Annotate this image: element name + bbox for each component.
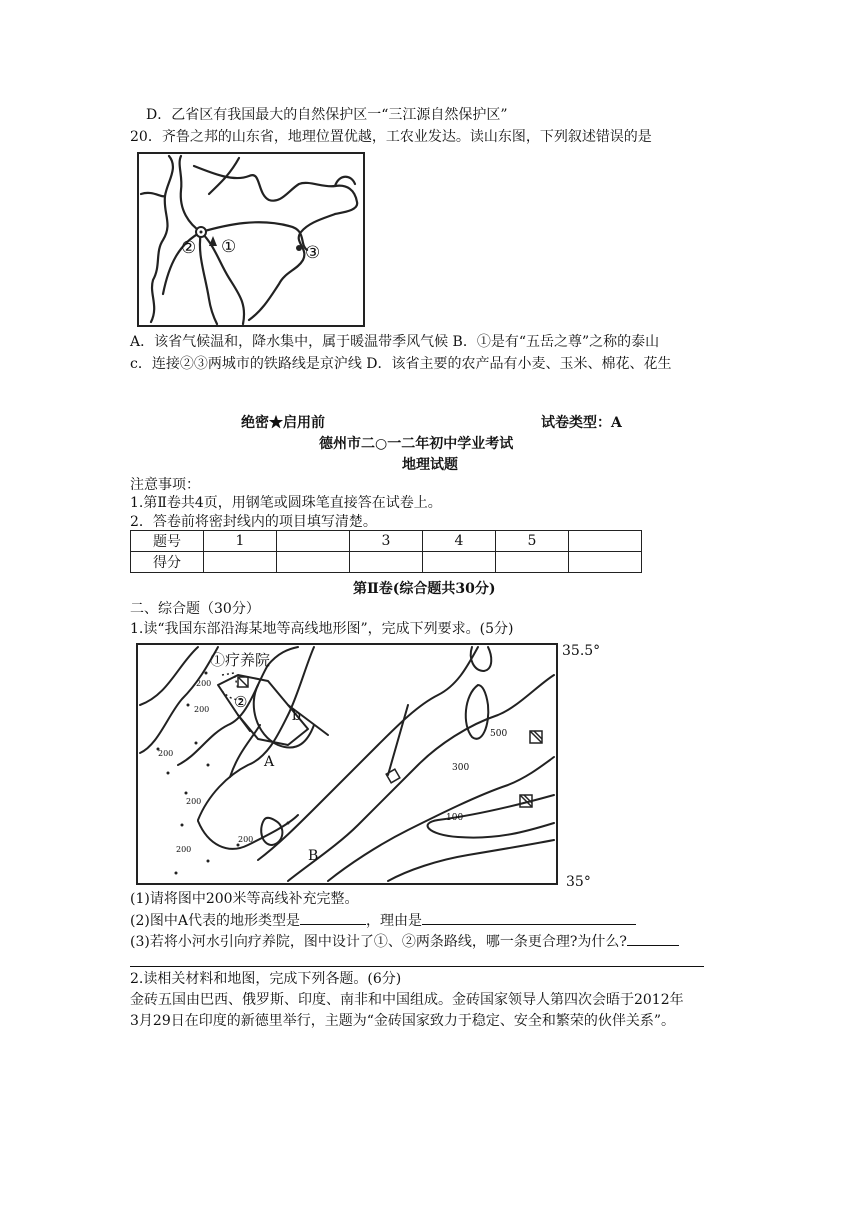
contour-label-200: 200 bbox=[186, 797, 202, 806]
q1-sub2-reason: ，理由是 bbox=[365, 913, 422, 929]
section-title: 第Ⅱ卷(综合题共30分) bbox=[353, 581, 496, 597]
table-cell: 1 bbox=[204, 531, 277, 552]
score-table-row-score bbox=[131, 552, 642, 573]
map-label-B: B bbox=[308, 848, 319, 864]
answer-line[interactable] bbox=[130, 966, 704, 967]
map-label-A: A bbox=[264, 754, 275, 770]
q20-options-cd: c．连接②③两城市的铁路线是京沪线 D．该省主要的农产品有小麦、玉米、棉花、花生 bbox=[130, 356, 672, 372]
contour-label-200: 200 bbox=[194, 705, 210, 714]
table-cell: 3 bbox=[350, 531, 423, 552]
score-cell[interactable] bbox=[204, 552, 277, 573]
contour-label-200: 200 bbox=[158, 749, 174, 758]
answer-blank-reason[interactable] bbox=[422, 910, 636, 925]
score-cell[interactable] bbox=[496, 552, 569, 573]
q20-options-ab: A．该省气候温和，降水集中，属于暖温带季风气候 B．①是有“五岳之尊”之称的泰山 bbox=[130, 334, 660, 350]
shandong-map bbox=[137, 152, 365, 327]
q1-sub3-prompt: (3)若将小河水引向疗养院，图中设计了①、②两条路线，哪一条更合理?为什么? bbox=[130, 934, 627, 950]
notes-item-1: 1.第Ⅱ卷共4页，用钢笔或圆珠笔直接答在试卷上。 bbox=[130, 495, 442, 511]
map-label-1: ① bbox=[221, 237, 237, 257]
contour-label-300: 300 bbox=[452, 763, 470, 773]
exam-title: 德州市二○一二年初中学业考试 bbox=[319, 436, 514, 452]
secret-label: 绝密★启用前 bbox=[241, 415, 325, 431]
score-table-row-number bbox=[131, 531, 642, 552]
table-cell: 5 bbox=[496, 531, 569, 552]
score-cell[interactable] bbox=[277, 552, 350, 573]
contour-label-200: 200 bbox=[238, 835, 254, 844]
map-label-b: b bbox=[292, 708, 301, 724]
q20-stem: 20．齐鲁之邦的山东省，地理位置优越，工农业发达。读山东图，下列叙述错误的是 bbox=[130, 129, 652, 145]
notes-item-2: 2．答卷前将密封线内的项目填写清楚。 bbox=[130, 514, 377, 530]
contour-label-200: 200 bbox=[176, 845, 192, 854]
latitude-top: 35.5° bbox=[562, 643, 601, 659]
paper-type: 试卷类型：A bbox=[541, 415, 622, 431]
q2-material-line1: 金砖五国由巴西、俄罗斯、印度、南非和中国组成。金砖国家领导人第四次会晤于2012年 bbox=[130, 992, 684, 1008]
table-cell: 得分 bbox=[131, 552, 204, 573]
map-label-2: ② bbox=[181, 238, 197, 258]
subject-title: 地理试题 bbox=[402, 457, 458, 473]
q2-material-line2: 3月29日在印度的新德里举行，主题为“金砖国家致力于稳定、安全和繁荣的伙伴关系”。 bbox=[130, 1013, 676, 1029]
shandong-map-drawing bbox=[139, 154, 363, 325]
score-cell[interactable] bbox=[569, 552, 642, 573]
notes-title: 注意事项： bbox=[130, 477, 200, 493]
map-label-3: ③ bbox=[305, 243, 321, 263]
contour-label-200: 200 bbox=[196, 679, 212, 688]
contour-label-500: 500 bbox=[490, 729, 508, 739]
table-cell: 4 bbox=[423, 531, 496, 552]
q19-option-d: D．乙省区有我国最大的自然保护区一“三江源自然保护区” bbox=[146, 107, 508, 123]
score-cell[interactable] bbox=[423, 552, 496, 573]
map-label-sanatorium: ①疗养院 bbox=[210, 651, 271, 669]
contour-map bbox=[136, 643, 558, 885]
contour-label-100: 100 bbox=[446, 813, 464, 823]
q1-sub1: (1)请将图中200米等高线补充完整。 bbox=[130, 891, 359, 907]
q1-sub3 bbox=[130, 931, 679, 951]
part-title: 二、综合题（30分） bbox=[130, 601, 260, 617]
score-table bbox=[130, 530, 642, 573]
q1-stem: 1.读“我国东部沿海某地等高线地形图”，完成下列要求。(5分) bbox=[130, 621, 514, 637]
q1-sub2-prompt: (2)图中A代表的地形类型是 bbox=[130, 913, 300, 929]
map-label-route2: ② bbox=[234, 693, 248, 711]
answer-blank-route[interactable] bbox=[627, 931, 679, 946]
q2-stem: 2.读相关材料和地图，完成下列各题。(6分) bbox=[130, 971, 402, 987]
answer-blank-landform[interactable] bbox=[300, 910, 366, 925]
table-cell: 题号 bbox=[131, 531, 204, 552]
table-cell bbox=[277, 531, 350, 552]
score-cell[interactable] bbox=[350, 552, 423, 573]
q1-sub2 bbox=[130, 910, 636, 930]
table-cell bbox=[569, 531, 642, 552]
latitude-bottom: 35° bbox=[566, 874, 591, 890]
